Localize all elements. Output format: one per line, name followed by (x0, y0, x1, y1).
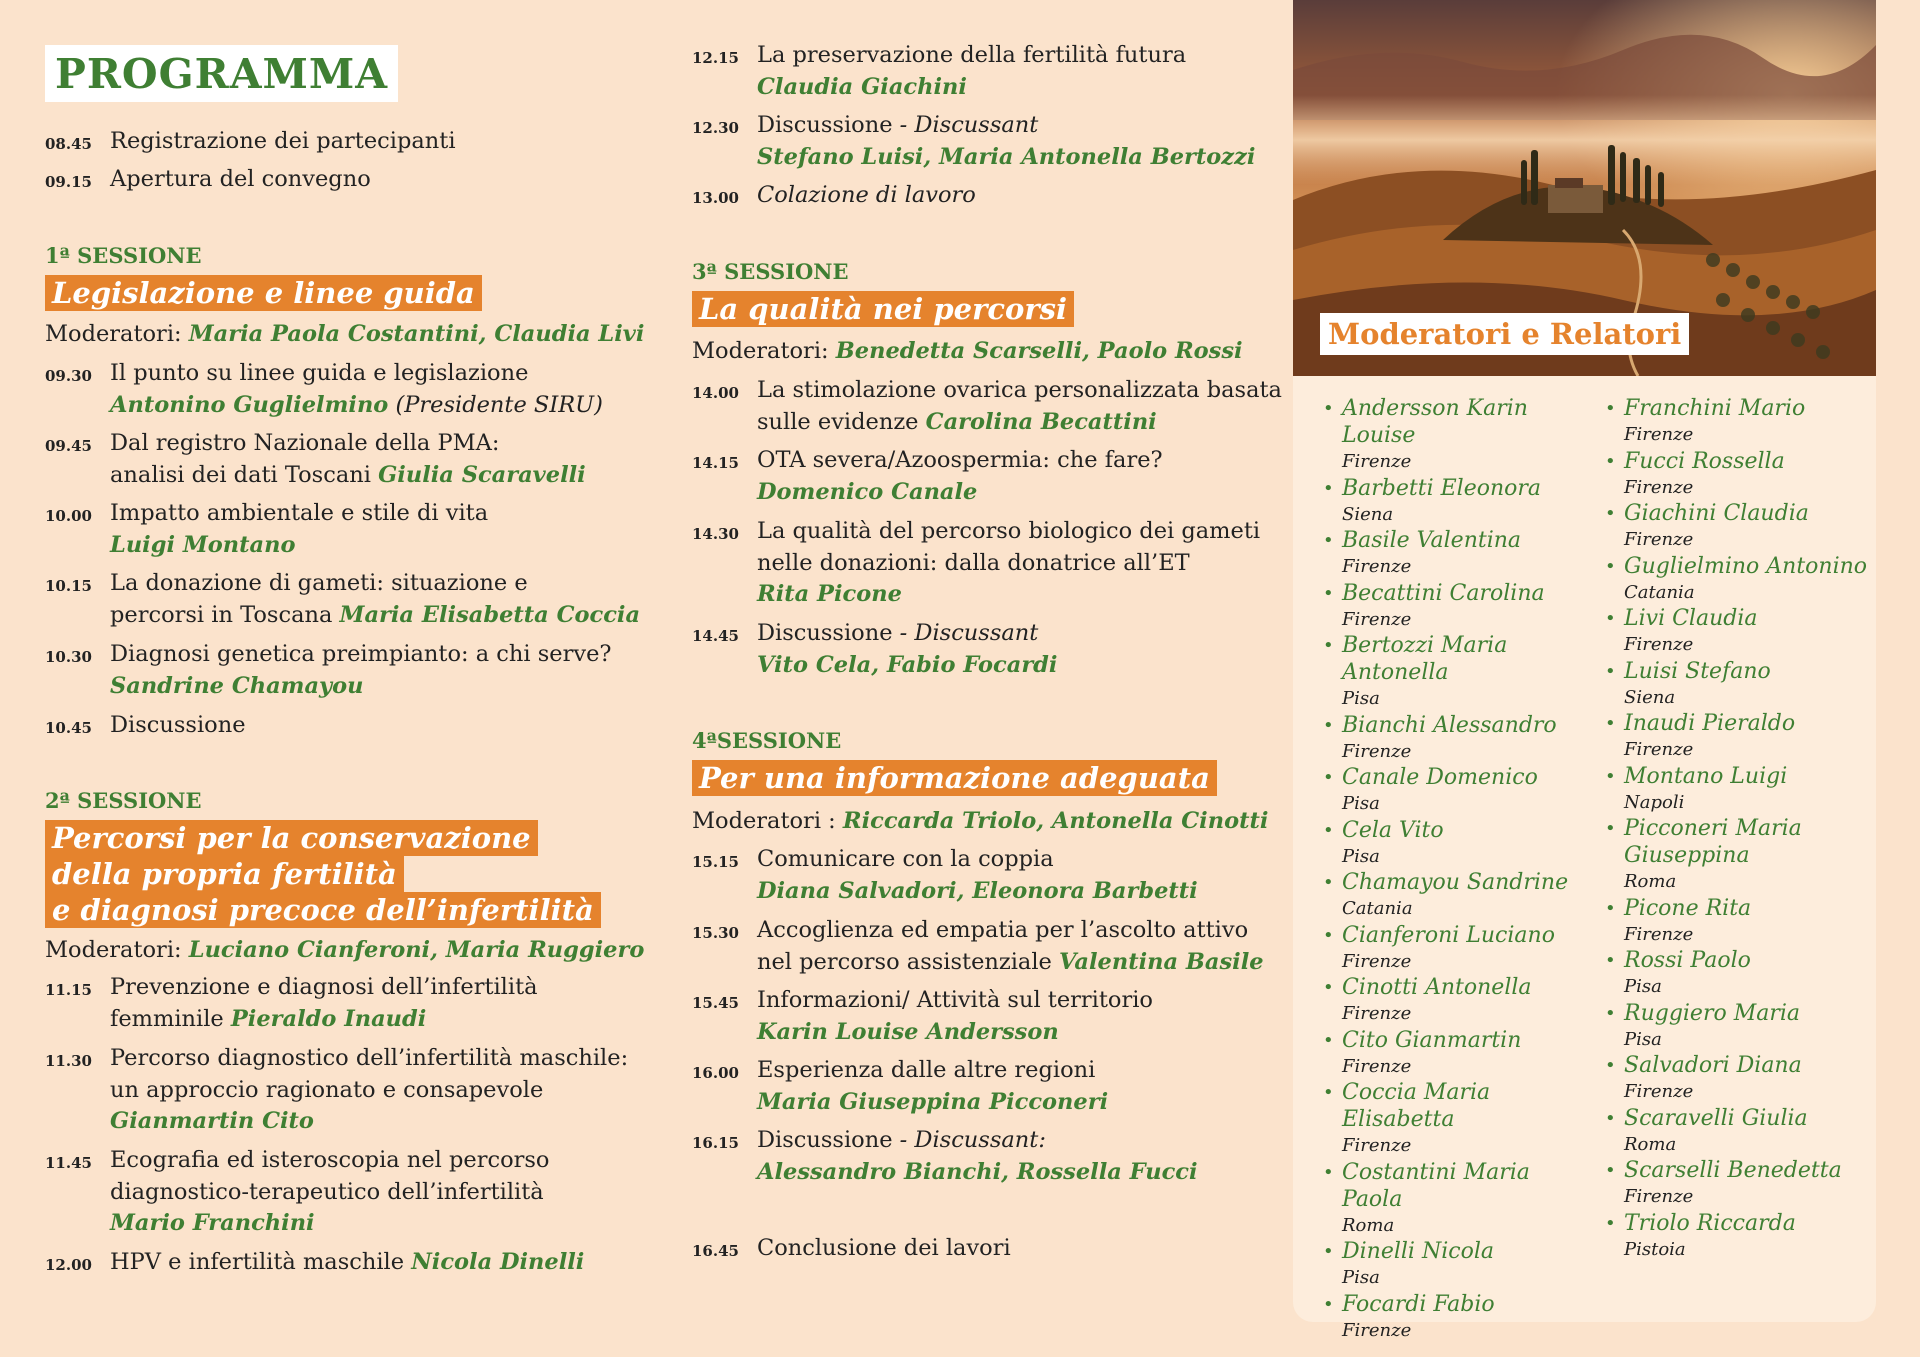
list-item (1323, 527, 1595, 580)
moderators-names: Riccarda Triolo, Antonella Cinotti (842, 808, 1269, 834)
list-item (1605, 1210, 1875, 1263)
item-title-line (757, 1125, 1317, 1157)
list-item (1605, 815, 1875, 895)
item-time: 11.45 (45, 1154, 92, 1172)
item-time: 12.30 (692, 119, 739, 137)
item-title: Conclusione dei lavori (757, 1235, 1011, 1261)
item-text (757, 985, 1317, 1048)
speaker-city: Pisa (1624, 1028, 1662, 1050)
item-title-cont: femminile (110, 1005, 231, 1032)
speakers-list-right (1605, 395, 1875, 1262)
speaker-name: • Triolo Riccarda (1624, 1210, 1796, 1236)
speakers-title: Moderatori e Relatori (1320, 313, 1689, 355)
speaker-city: Firenze (1624, 923, 1694, 945)
session-title-text: della propria fertilità (45, 856, 404, 892)
session-title-text: Per una informazione adeguata (692, 760, 1217, 796)
speaker-city: Firenze (1624, 476, 1694, 498)
speaker-city: Firenze (1342, 556, 1412, 577)
item-speaker-line (110, 390, 670, 422)
list-item (1323, 922, 1595, 975)
item-line2 (110, 460, 670, 492)
item-speaker: Maria Giuseppina Picconeri (757, 1088, 1109, 1115)
speaker-name-cont: Antonella (1342, 660, 1449, 685)
speaker-city: Roma (1624, 1133, 1677, 1155)
item-discussant-label: - Discussant (899, 112, 1039, 138)
item-title: Il punto su linee guida e legislazione (110, 360, 529, 386)
speaker-city: Pisa (1342, 845, 1380, 867)
speaker-name-cont: Giuseppina (1624, 843, 1750, 868)
speaker-name: • Guglielmino Antonino (1624, 553, 1868, 579)
list-item (1323, 712, 1595, 765)
item-time: 16.00 (692, 1064, 739, 1082)
speaker-name: • Luisi Stefano (1624, 658, 1771, 684)
speaker-city: Napoli (1624, 791, 1685, 813)
speaker-name: • Ruggiero Maria (1624, 1000, 1801, 1026)
item-line2 (757, 407, 1317, 439)
item-text (110, 1145, 670, 1240)
item-text (757, 40, 1317, 103)
item-time: 14.45 (692, 627, 739, 645)
speaker-name: • Livi Claudia (1624, 606, 1758, 631)
item-time: 12.15 (692, 49, 739, 67)
item-title: Colazione di lavoro (757, 182, 976, 208)
list-item (1605, 395, 1875, 448)
item-speaker: Stefano Luisi, Maria Antonella Bertozzi (757, 143, 1256, 170)
list-item (1605, 448, 1875, 501)
speaker-name: • Montano Luigi (1624, 763, 1788, 789)
item-title-cont: sulle evidenze (757, 408, 926, 435)
item-text (110, 358, 670, 421)
item-text: Apertura del convegno (110, 166, 371, 192)
item-time: 15.30 (692, 924, 739, 942)
list-item (1323, 869, 1595, 922)
item-text (110, 972, 670, 1035)
speaker-city: Firenze (1624, 634, 1694, 655)
list-item (1605, 1000, 1875, 1053)
item-time: 10.00 (45, 507, 92, 525)
item-line2 (757, 947, 1317, 979)
moderators (45, 935, 644, 965)
item-time: 11.30 (45, 1052, 92, 1070)
item-text (110, 428, 670, 491)
session-title (692, 291, 1074, 327)
list-item (1323, 632, 1595, 712)
speaker-name: • Rossi Paolo (1624, 948, 1751, 973)
item-text (757, 110, 1317, 173)
speaker-city: Firenze (1342, 451, 1412, 472)
session-title (692, 760, 1217, 796)
item-text (110, 1247, 670, 1279)
speaker-name: • Focardi Fabio (1342, 1291, 1495, 1317)
item-time: 15.15 (692, 853, 739, 871)
item-title: Impatto ambientale e stile di vita (110, 500, 489, 526)
speaker-name: • Scaravelli Giulia (1624, 1105, 1808, 1131)
speaker-name: • Cinotti Antonella (1342, 975, 1532, 1000)
item-speaker: Claudia Giachini (757, 73, 967, 100)
item-discussant-label: - Discussant: (899, 1127, 1046, 1153)
speaker-city: Firenze (1342, 1055, 1412, 1077)
item-title-cont: nelle donazioni: dalla donatrice all’ET (757, 549, 1190, 576)
moderators (45, 319, 644, 349)
item-time: 16.15 (692, 1134, 739, 1152)
list-item (1605, 895, 1875, 948)
item-title: Diagnosi genetica preimpianto: a chi serve? (110, 641, 612, 667)
item-speaker: Maria Elisabetta Coccia (339, 601, 641, 628)
item-text (757, 844, 1317, 907)
item-speaker: Gianmartin Cito (110, 1108, 314, 1134)
speaker-name: • Becattini Carolina (1342, 580, 1545, 606)
item-title: OTA severa/Azoospermia: che fare? (757, 447, 1163, 473)
item-text (757, 1125, 1317, 1188)
item-time: 14.00 (692, 384, 739, 402)
item-line2 (110, 600, 670, 632)
item-title: Ecografia ed isteroscopia nel percorso (110, 1147, 550, 1173)
speaker-city: Firenze (1342, 1003, 1412, 1024)
item-discussant-label: - Discussant (899, 620, 1039, 646)
list-item (1323, 974, 1595, 1027)
item-text: Registrazione dei partecipanti (110, 128, 456, 154)
speaker-name: • Salvadori Diana (1624, 1053, 1802, 1078)
speaker-name: • Picone Rita (1624, 895, 1752, 921)
item-speaker: Alessandro Bianchi, Rossella Fucci (757, 1158, 1198, 1185)
speaker-name: • Basile Valentina (1342, 528, 1522, 553)
item-title: Percorso diagnostico dell’infertilità maschile: (110, 1045, 629, 1071)
speakers-panel (1293, 0, 1876, 1341)
moderators-names: Maria Paola Costantini, Claudia Livi (188, 321, 645, 347)
moderators (692, 806, 1268, 836)
session-title-text: La qualità nei percorsi (692, 291, 1074, 327)
item-title: La qualità del percorso biologico dei gameti (757, 518, 1261, 544)
item-text (757, 445, 1317, 508)
speaker-city: Firenze (1624, 739, 1694, 760)
speaker-city: Pisa (1342, 793, 1380, 814)
item-text (757, 375, 1317, 438)
list-item (1323, 1079, 1595, 1159)
moderators-names: Benedetta Scarselli, Paolo Rossi (835, 338, 1243, 364)
page-title: PROGRAMMA (45, 45, 398, 102)
speaker-name: • Coccia Maria Elisabetta (1342, 1080, 1491, 1132)
item-title: Discussione (757, 112, 900, 138)
item-speaker: Valentina Basile (1059, 948, 1264, 975)
item-text (757, 516, 1317, 611)
item-title-cont: un approccio ragionato e consapevole (110, 1076, 544, 1103)
item-speaker: Carolina Becattini (925, 408, 1157, 435)
speaker-city: Roma (1342, 1214, 1395, 1236)
speaker-name: • Chamayou Sandrine (1342, 870, 1569, 895)
speaker-city: Firenze (1342, 950, 1412, 972)
item-time: 14.30 (692, 525, 739, 543)
list-item (1605, 553, 1875, 606)
speaker-city: Firenze (1624, 424, 1694, 445)
item-speaker: Antonino Guglielmino (110, 391, 389, 418)
item-note: (Presidente SIRU) (388, 391, 603, 418)
item-speaker: Domenico Canale (757, 478, 978, 505)
speaker-name: • Cianferoni Luciano (1342, 922, 1555, 948)
item-time: 09.15 (45, 173, 92, 191)
item-speaker: Giulia Scaravelli (378, 461, 586, 488)
item-time: 08.45 (45, 135, 92, 153)
session-title-text: Percorsi per la conservazione (45, 820, 538, 856)
speaker-city: Catania (1342, 898, 1413, 919)
item-text (757, 618, 1317, 681)
session-label: 3ª SESSIONE (692, 259, 849, 284)
moderators-names: Luciano Cianferoni, Maria Ruggiero (188, 937, 645, 963)
item-time: 16.45 (692, 1242, 739, 1260)
speaker-city: Firenze (1342, 608, 1412, 630)
session-title (45, 820, 601, 928)
speaker-city: Roma (1624, 871, 1677, 892)
item-title: Discussione (110, 712, 246, 738)
item-title: La donazione di gameti: situazione e (110, 570, 528, 596)
speaker-city: Siena (1624, 686, 1676, 708)
speaker-city: Siena (1342, 503, 1394, 525)
item-title: Comunicare con la coppia (757, 846, 1054, 872)
speaker-city: Firenze (1624, 529, 1694, 550)
item-time: 10.45 (45, 719, 92, 737)
item-title-line (757, 110, 1317, 142)
speaker-city: Firenze (1624, 1186, 1694, 1207)
list-item (1323, 395, 1595, 475)
list-item (1605, 1105, 1875, 1158)
item-text (110, 1043, 670, 1138)
speaker-city: Firenze (1342, 740, 1412, 762)
item-speaker: Diana Salvadori, Eleonora Barbetti (757, 877, 1198, 904)
speaker-name: • Fucci Rossella (1624, 448, 1785, 474)
list-item (1605, 500, 1875, 553)
speaker-name: • Bianchi Alessandro (1342, 712, 1557, 738)
item-time: 10.15 (45, 577, 92, 595)
item-title-cont: nel percorso assistenziale (757, 948, 1060, 975)
item-time: 13.00 (692, 189, 739, 207)
list-item (1605, 710, 1875, 763)
item-text (110, 498, 670, 561)
list-item (1323, 1238, 1595, 1291)
item-text (110, 639, 670, 702)
moderators (692, 336, 1243, 366)
list-item (1323, 1291, 1595, 1344)
item-title: HPV e infertilità maschile (110, 1249, 412, 1275)
speaker-name: • Cito Gianmartin (1342, 1027, 1522, 1053)
item-title: Discussione (757, 620, 900, 646)
item-time: 11.15 (45, 981, 92, 999)
item-title: La stimolazione ovarica personalizzata basata (757, 377, 1282, 403)
speaker-city: Pisa (1624, 976, 1662, 997)
item-speaker: Mario Franchini (110, 1210, 315, 1236)
list-item (1323, 475, 1595, 528)
list-item (1605, 605, 1875, 658)
item-speaker: Sandrine Chamayou (110, 672, 364, 699)
item-time: 15.45 (692, 994, 739, 1012)
item-time: 12.00 (45, 1256, 92, 1274)
session-label: 4ªSESSIONE (692, 728, 842, 753)
item-title: Prevenzione e diagnosi dell’infertilità (110, 974, 538, 1000)
speaker-name: • Picconeri Maria (1624, 816, 1802, 841)
session-label: 2ª SESSIONE (45, 788, 202, 813)
item-speaker: Pieraldo Inaudi (230, 1005, 427, 1032)
item-speaker: Nicola Dinelli (411, 1249, 585, 1275)
item-title: Dal registro Nazionale della PMA: (110, 430, 500, 456)
speaker-name: • Barbetti Eleonora (1342, 475, 1542, 501)
item-speaker: Karin Louise Andersson (757, 1018, 1059, 1045)
speaker-name: • Bertozzi Maria (1342, 633, 1508, 658)
item-text (110, 568, 670, 631)
speaker-name: • Andersson Karin Louise (1342, 396, 1528, 448)
list-item (1605, 947, 1875, 1000)
list-item (1323, 817, 1595, 870)
speaker-city: Catania (1624, 581, 1695, 603)
item-speaker: Luigi Montano (110, 531, 296, 558)
item-speaker: Rita Picone (757, 581, 902, 607)
speaker-city: Firenze (1342, 1319, 1412, 1341)
moderators-label: Moderatori: (692, 338, 829, 364)
session-title (45, 275, 482, 311)
speaker-city: Pisa (1342, 1267, 1380, 1288)
speakers-list-left (1323, 395, 1595, 1343)
list-item (1605, 658, 1875, 711)
list-item (1323, 764, 1595, 817)
item-time: 10.30 (45, 648, 92, 666)
speaker-name: • Inaudi Pieraldo (1624, 711, 1796, 736)
item-text (757, 915, 1317, 978)
item-title: La preservazione della fertilità futura (757, 42, 1187, 68)
item-title: Discussione (757, 1127, 900, 1153)
item-title: Accoglienza ed empatia per l’ascolto attivo (757, 917, 1249, 943)
moderators-label: Moderatori: (45, 937, 182, 963)
item-speaker: Vito Cela, Fabio Focardi (757, 651, 1058, 678)
item-time: 14.15 (692, 454, 739, 472)
list-item (1605, 1157, 1875, 1210)
session-title-text: e diagnosi precoce dell’infertilità (45, 892, 601, 928)
item-time: 09.30 (45, 367, 92, 385)
item-title-cont: percorsi in Toscana (110, 601, 340, 628)
item-title-cont: analisi dei dati Toscani (110, 461, 379, 488)
speaker-name: • Scarselli Benedetta (1624, 1158, 1842, 1183)
item-title-cont: diagnostico-terapeutico dell’infertilità (110, 1178, 544, 1205)
list-item (1605, 1052, 1875, 1105)
moderators-label: Moderatori: (45, 321, 182, 347)
speaker-city: Firenze (1342, 1135, 1412, 1156)
list-item (1605, 763, 1875, 816)
session-label: 1ª SESSIONE (45, 243, 202, 268)
item-text (757, 1055, 1317, 1118)
speaker-name: • Costantini Maria Paola (1342, 1159, 1530, 1212)
list-item (1323, 1027, 1595, 1080)
list-item (1323, 580, 1595, 633)
speaker-city: Pistoia (1624, 1238, 1686, 1260)
item-title-line (757, 618, 1317, 650)
speaker-name: • Dinelli Nicola (1342, 1239, 1494, 1264)
speaker-city: Firenze (1624, 1081, 1694, 1102)
list-item (1323, 1159, 1595, 1239)
speaker-name: • Franchini Mario (1624, 396, 1806, 421)
speaker-city: Pisa (1342, 688, 1380, 709)
speaker-name: • Canale Domenico (1342, 765, 1538, 790)
item-line2 (110, 1004, 670, 1036)
speaker-name: • Giachini Claudia (1624, 501, 1809, 526)
item-title: Esperienza dalle altre regioni (757, 1057, 1096, 1083)
moderators-label: Moderatori : (692, 808, 843, 834)
item-title: Informazioni/ Attività sul territorio (757, 987, 1153, 1013)
item-time: 09.45 (45, 437, 92, 455)
session-title-text: Legislazione e linee guida (45, 275, 482, 311)
speaker-name: • Cela Vito (1342, 817, 1444, 843)
